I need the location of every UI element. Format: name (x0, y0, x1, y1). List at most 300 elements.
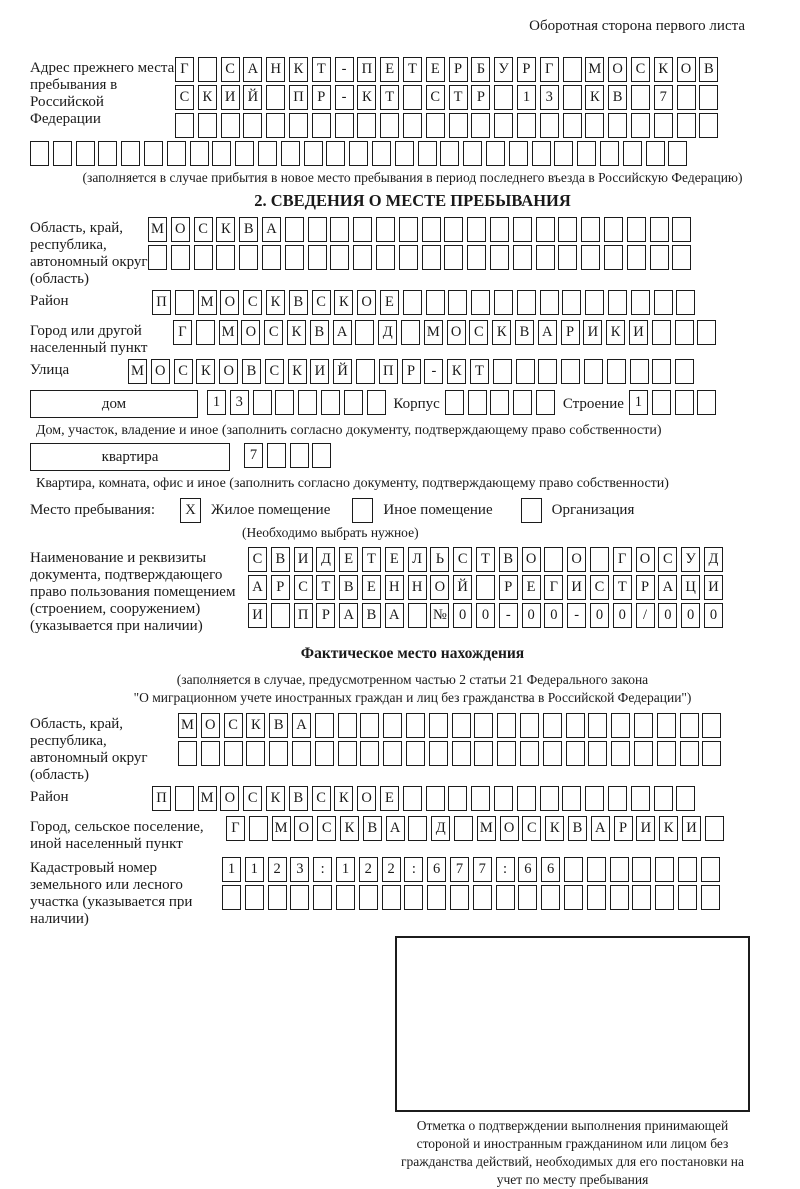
char-box[interactable] (403, 290, 422, 315)
char-box[interactable]: Й (243, 85, 262, 110)
char-box[interactable]: С (248, 547, 267, 572)
char-box[interactable]: А (248, 575, 267, 600)
char-box[interactable] (266, 113, 285, 138)
char-box[interactable]: 7 (654, 85, 673, 110)
char-box[interactable] (554, 141, 573, 166)
char-box[interactable]: В (271, 547, 290, 572)
char-box[interactable] (221, 113, 240, 138)
char-box[interactable]: Р (312, 85, 331, 110)
char-box[interactable]: О (357, 786, 376, 811)
char-box[interactable]: А (591, 816, 610, 841)
char-box[interactable] (194, 245, 213, 270)
char-box[interactable]: А (339, 603, 358, 628)
char-box[interactable] (449, 113, 468, 138)
char-box[interactable]: Л (408, 547, 427, 572)
char-box[interactable] (349, 141, 368, 166)
char-box[interactable]: Д (378, 320, 397, 345)
char-box[interactable]: Р (471, 85, 490, 110)
char-box[interactable] (490, 390, 509, 415)
char-box[interactable] (304, 141, 323, 166)
char-box[interactable] (353, 245, 372, 270)
char-box[interactable] (611, 741, 630, 766)
char-box[interactable]: Н (385, 575, 404, 600)
char-box[interactable] (308, 217, 327, 242)
place-type-checkbox-2[interactable] (352, 498, 373, 523)
char-box[interactable] (678, 885, 697, 910)
char-box[interactable] (701, 857, 720, 882)
char-box[interactable]: М (477, 816, 496, 841)
char-box[interactable] (581, 217, 600, 242)
char-box[interactable] (623, 141, 642, 166)
char-box[interactable]: Г (173, 320, 192, 345)
char-box[interactable] (558, 217, 577, 242)
char-box[interactable]: 6 (541, 857, 560, 882)
char-box[interactable] (490, 245, 509, 270)
char-box[interactable] (356, 359, 375, 384)
char-box[interactable] (289, 113, 308, 138)
char-box[interactable]: 6 (427, 857, 446, 882)
char-box[interactable]: В (499, 547, 518, 572)
char-box[interactable] (285, 217, 304, 242)
char-box[interactable] (516, 359, 535, 384)
char-box[interactable] (610, 857, 629, 882)
char-box[interactable] (452, 713, 471, 738)
char-box[interactable]: - (499, 603, 518, 628)
char-box[interactable]: О (151, 359, 170, 384)
char-box[interactable] (53, 141, 72, 166)
char-box[interactable]: М (198, 290, 217, 315)
char-box[interactable] (403, 85, 422, 110)
char-box[interactable] (418, 141, 437, 166)
char-box[interactable] (245, 885, 264, 910)
char-box[interactable]: Е (380, 57, 399, 82)
char-box[interactable] (383, 713, 402, 738)
char-box[interactable]: Р (499, 575, 518, 600)
char-box[interactable] (680, 713, 699, 738)
char-box[interactable] (490, 217, 509, 242)
char-box[interactable] (148, 245, 167, 270)
char-box[interactable] (196, 320, 215, 345)
char-box[interactable]: - (335, 57, 354, 82)
char-box[interactable]: 0 (613, 603, 632, 628)
char-box[interactable] (422, 245, 441, 270)
char-box[interactable]: Т (403, 57, 422, 82)
char-box[interactable] (497, 741, 516, 766)
char-box[interactable]: О (171, 217, 190, 242)
char-box[interactable]: М (219, 320, 238, 345)
char-box[interactable]: Т (476, 547, 495, 572)
char-box[interactable] (224, 741, 243, 766)
char-box[interactable]: Е (362, 575, 381, 600)
char-box[interactable]: С (426, 85, 445, 110)
char-box[interactable] (494, 85, 513, 110)
char-box[interactable]: С (224, 713, 243, 738)
char-box[interactable]: К (545, 816, 564, 841)
char-box[interactable] (198, 57, 217, 82)
char-box[interactable] (632, 857, 651, 882)
char-box[interactable] (178, 741, 197, 766)
char-box[interactable] (697, 390, 716, 415)
char-box[interactable] (198, 113, 217, 138)
char-box[interactable]: С (312, 786, 331, 811)
char-box[interactable] (562, 290, 581, 315)
char-box[interactable] (298, 390, 317, 415)
char-box[interactable] (404, 885, 423, 910)
char-box[interactable]: К (288, 359, 307, 384)
char-box[interactable] (588, 713, 607, 738)
char-box[interactable]: С (312, 290, 331, 315)
char-box[interactable] (652, 359, 671, 384)
char-box[interactable] (249, 816, 268, 841)
char-box[interactable]: И (636, 816, 655, 841)
char-box[interactable] (650, 217, 669, 242)
char-box[interactable] (520, 713, 539, 738)
char-box[interactable]: У (494, 57, 513, 82)
char-box[interactable]: В (289, 786, 308, 811)
char-box[interactable] (292, 741, 311, 766)
char-box[interactable] (532, 141, 551, 166)
char-box[interactable] (175, 290, 194, 315)
char-box[interactable]: Й (333, 359, 352, 384)
char-box[interactable] (630, 359, 649, 384)
char-box[interactable] (509, 141, 528, 166)
char-box[interactable] (675, 320, 694, 345)
char-box[interactable] (262, 245, 281, 270)
char-box[interactable] (608, 113, 627, 138)
char-box[interactable] (330, 245, 349, 270)
char-box[interactable]: В (310, 320, 329, 345)
char-box[interactable] (680, 741, 699, 766)
char-box[interactable]: А (385, 603, 404, 628)
char-box[interactable] (631, 290, 650, 315)
char-box[interactable] (540, 786, 559, 811)
char-box[interactable]: № (430, 603, 449, 628)
char-box[interactable]: К (334, 786, 353, 811)
char-box[interactable] (655, 885, 674, 910)
char-box[interactable]: 0 (522, 603, 541, 628)
char-box[interactable] (312, 113, 331, 138)
char-box[interactable] (657, 741, 676, 766)
char-box[interactable]: 1 (629, 390, 648, 415)
char-box[interactable]: К (266, 290, 285, 315)
char-box[interactable] (493, 359, 512, 384)
char-box[interactable] (399, 217, 418, 242)
char-box[interactable] (426, 786, 445, 811)
char-box[interactable]: С (522, 816, 541, 841)
char-box[interactable] (267, 443, 286, 468)
char-box[interactable] (372, 141, 391, 166)
char-box[interactable] (585, 290, 604, 315)
char-box[interactable] (654, 786, 673, 811)
char-box[interactable] (678, 857, 697, 882)
char-box[interactable]: С (453, 547, 472, 572)
char-box[interactable]: Е (380, 786, 399, 811)
char-box[interactable] (399, 245, 418, 270)
char-box[interactable] (467, 245, 486, 270)
char-box[interactable] (444, 217, 463, 242)
char-box[interactable]: К (585, 85, 604, 110)
char-box[interactable] (536, 390, 555, 415)
char-box[interactable] (98, 141, 117, 166)
char-box[interactable]: О (220, 786, 239, 811)
char-box[interactable] (422, 217, 441, 242)
char-box[interactable]: М (128, 359, 147, 384)
char-box[interactable] (538, 359, 557, 384)
char-box[interactable]: С (243, 290, 262, 315)
char-box[interactable]: М (424, 320, 443, 345)
char-box[interactable] (266, 85, 285, 110)
char-box[interactable] (517, 786, 536, 811)
char-box[interactable]: Й (453, 575, 472, 600)
char-box[interactable] (235, 141, 254, 166)
char-box[interactable]: : (404, 857, 423, 882)
char-box[interactable]: У (681, 547, 700, 572)
char-box[interactable]: О (220, 290, 239, 315)
char-box[interactable] (452, 741, 471, 766)
char-box[interactable] (577, 141, 596, 166)
char-box[interactable]: К (492, 320, 511, 345)
char-box[interactable]: М (585, 57, 604, 82)
char-box[interactable] (406, 741, 425, 766)
char-box[interactable]: 2 (359, 857, 378, 882)
char-box[interactable] (454, 816, 473, 841)
char-box[interactable]: В (362, 603, 381, 628)
char-box[interactable]: Б (471, 57, 490, 82)
char-box[interactable] (676, 786, 695, 811)
char-box[interactable]: П (152, 786, 171, 811)
char-box[interactable]: М (198, 786, 217, 811)
char-box[interactable] (563, 113, 582, 138)
char-box[interactable]: С (265, 359, 284, 384)
char-box[interactable] (566, 713, 585, 738)
char-box[interactable] (222, 885, 241, 910)
char-box[interactable]: Е (385, 547, 404, 572)
char-box[interactable] (566, 741, 585, 766)
char-box[interactable] (468, 390, 487, 415)
char-box[interactable] (471, 290, 490, 315)
char-box[interactable] (471, 113, 490, 138)
char-box[interactable] (604, 217, 623, 242)
char-box[interactable]: 0 (658, 603, 677, 628)
char-box[interactable] (544, 547, 563, 572)
char-box[interactable]: Р (449, 57, 468, 82)
char-box[interactable] (285, 245, 304, 270)
char-box[interactable] (701, 885, 720, 910)
char-box[interactable]: Т (362, 547, 381, 572)
char-box[interactable] (705, 816, 724, 841)
char-box[interactable]: - (335, 85, 354, 110)
char-box[interactable]: Г (175, 57, 194, 82)
char-box[interactable] (440, 141, 459, 166)
char-box[interactable]: С (317, 816, 336, 841)
char-box[interactable]: К (287, 320, 306, 345)
char-box[interactable]: И (704, 575, 723, 600)
char-box[interactable] (360, 741, 379, 766)
char-box[interactable]: О (447, 320, 466, 345)
char-box[interactable] (652, 320, 671, 345)
char-box[interactable]: К (606, 320, 625, 345)
char-box[interactable]: О (567, 547, 586, 572)
char-box[interactable] (212, 141, 231, 166)
char-box[interactable]: Т (380, 85, 399, 110)
char-box[interactable] (281, 141, 300, 166)
char-box[interactable] (338, 741, 357, 766)
char-box[interactable]: С (221, 57, 240, 82)
char-box[interactable] (406, 713, 425, 738)
char-box[interactable] (536, 245, 555, 270)
char-box[interactable] (561, 359, 580, 384)
char-box[interactable]: А (333, 320, 352, 345)
house-type-box[interactable]: дом (30, 390, 198, 418)
char-box[interactable] (445, 390, 464, 415)
char-box[interactable]: Н (408, 575, 427, 600)
char-box[interactable]: Е (426, 57, 445, 82)
char-box[interactable] (175, 786, 194, 811)
char-box[interactable]: В (242, 359, 261, 384)
char-box[interactable]: И (248, 603, 267, 628)
char-box[interactable]: Д (704, 547, 723, 572)
char-box[interactable]: Д (431, 816, 450, 841)
char-box[interactable]: П (294, 603, 313, 628)
char-box[interactable] (473, 885, 492, 910)
char-box[interactable] (290, 885, 309, 910)
char-box[interactable]: : (496, 857, 515, 882)
char-box[interactable]: О (677, 57, 696, 82)
char-box[interactable]: 0 (476, 603, 495, 628)
char-box[interactable]: А (243, 57, 262, 82)
char-box[interactable] (677, 113, 696, 138)
char-box[interactable]: / (636, 603, 655, 628)
char-box[interactable] (175, 113, 194, 138)
char-box[interactable] (631, 85, 650, 110)
char-box[interactable]: А (292, 713, 311, 738)
char-box[interactable] (408, 603, 427, 628)
char-box[interactable]: И (629, 320, 648, 345)
char-box[interactable] (401, 320, 420, 345)
char-box[interactable] (610, 885, 629, 910)
char-box[interactable]: О (201, 713, 220, 738)
char-box[interactable] (467, 217, 486, 242)
char-box[interactable] (380, 113, 399, 138)
char-box[interactable] (121, 141, 140, 166)
char-box[interactable]: О (500, 816, 519, 841)
char-box[interactable] (330, 217, 349, 242)
char-box[interactable]: А (386, 816, 405, 841)
char-box[interactable]: О (522, 547, 541, 572)
char-box[interactable] (353, 217, 372, 242)
char-box[interactable] (144, 141, 163, 166)
char-box[interactable] (584, 359, 603, 384)
char-box[interactable] (360, 713, 379, 738)
char-box[interactable]: В (608, 85, 627, 110)
char-box[interactable] (344, 390, 363, 415)
char-box[interactable]: Е (339, 547, 358, 572)
char-box[interactable] (243, 113, 262, 138)
char-box[interactable] (367, 390, 386, 415)
char-box[interactable] (190, 141, 209, 166)
char-box[interactable]: 7 (473, 857, 492, 882)
char-box[interactable] (376, 217, 395, 242)
char-box[interactable]: И (567, 575, 586, 600)
char-box[interactable]: С (631, 57, 650, 82)
char-box[interactable] (702, 713, 721, 738)
char-box[interactable] (474, 713, 493, 738)
char-box[interactable]: Д (316, 547, 335, 572)
char-box[interactable] (290, 443, 309, 468)
char-box[interactable] (632, 885, 651, 910)
char-box[interactable] (427, 885, 446, 910)
char-box[interactable]: К (216, 217, 235, 242)
char-box[interactable] (476, 575, 495, 600)
char-box[interactable]: Т (316, 575, 335, 600)
char-box[interactable] (654, 113, 673, 138)
char-box[interactable]: Ц (681, 575, 700, 600)
char-box[interactable] (564, 885, 583, 910)
char-box[interactable] (494, 786, 513, 811)
char-box[interactable] (697, 320, 716, 345)
char-box[interactable] (627, 245, 646, 270)
char-box[interactable] (588, 741, 607, 766)
char-box[interactable] (216, 245, 235, 270)
char-box[interactable] (543, 713, 562, 738)
char-box[interactable] (326, 141, 345, 166)
char-box[interactable]: Р (517, 57, 536, 82)
char-box[interactable]: В (568, 816, 587, 841)
char-box[interactable]: П (357, 57, 376, 82)
char-box[interactable]: 0 (590, 603, 609, 628)
char-box[interactable]: Е (522, 575, 541, 600)
char-box[interactable] (563, 57, 582, 82)
char-box[interactable] (450, 885, 469, 910)
char-box[interactable]: К (289, 57, 308, 82)
char-box[interactable] (408, 816, 427, 841)
char-box[interactable]: И (294, 547, 313, 572)
char-box[interactable]: П (152, 290, 171, 315)
char-box[interactable] (429, 713, 448, 738)
char-box[interactable] (359, 885, 378, 910)
char-box[interactable]: Г (544, 575, 563, 600)
char-box[interactable]: И (221, 85, 240, 110)
char-box[interactable] (338, 713, 357, 738)
char-box[interactable]: Р (636, 575, 655, 600)
char-box[interactable] (564, 857, 583, 882)
char-box[interactable]: Ь (430, 547, 449, 572)
char-box[interactable] (474, 741, 493, 766)
char-box[interactable]: 6 (518, 857, 537, 882)
char-box[interactable] (269, 741, 288, 766)
char-box[interactable] (494, 113, 513, 138)
char-box[interactable] (650, 245, 669, 270)
char-box[interactable]: А (262, 217, 281, 242)
char-box[interactable] (563, 85, 582, 110)
char-box[interactable]: Г (613, 547, 632, 572)
char-box[interactable]: 7 (450, 857, 469, 882)
place-type-checkbox-1[interactable]: X (180, 498, 201, 523)
char-box[interactable]: О (430, 575, 449, 600)
char-box[interactable]: В (363, 816, 382, 841)
char-box[interactable] (600, 141, 619, 166)
char-box[interactable]: О (608, 57, 627, 82)
char-box[interactable] (271, 603, 290, 628)
char-box[interactable] (562, 786, 581, 811)
char-box[interactable] (517, 290, 536, 315)
char-box[interactable]: С (294, 575, 313, 600)
char-box[interactable] (315, 741, 334, 766)
char-box[interactable]: 3 (290, 857, 309, 882)
char-box[interactable]: К (334, 290, 353, 315)
char-box[interactable]: В (339, 575, 358, 600)
char-box[interactable]: В (239, 217, 258, 242)
